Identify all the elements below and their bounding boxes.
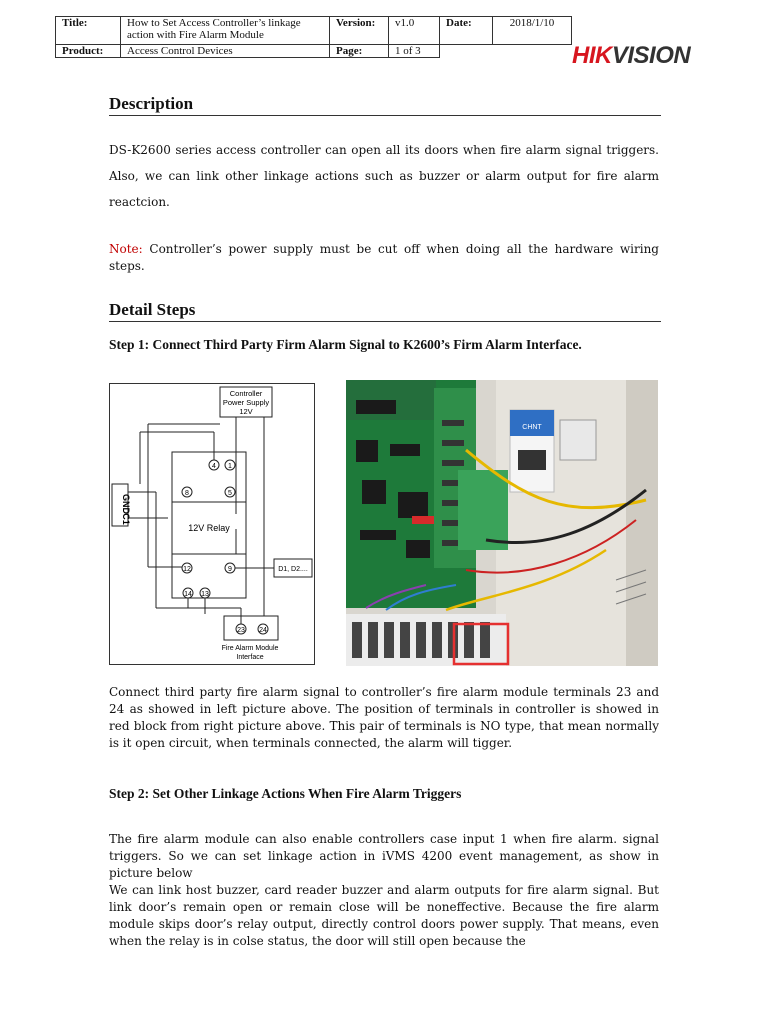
description-body: DS-K2600 series access controller can open all its doors when fire alarm signal triggers. Also, we can link other linkage actions such as buzzer or alarm output for fire alarm reactcion. (109, 143, 659, 209)
detail-steps-heading: Detail Steps (109, 300, 661, 322)
module-label-line1: Fire Alarm Module (221, 645, 279, 652)
page-value: 1 of 3 (389, 45, 440, 58)
date-label: Date: (440, 17, 493, 45)
description-heading: Description (109, 94, 661, 116)
title-value: How to Set Access Controller’s linkage action with Fire Alarm Module (121, 17, 330, 45)
date-value: 2018/1/10 (493, 17, 572, 45)
breaker-brand: CHNT (522, 424, 542, 431)
doors-label: D1, D2.... (278, 566, 308, 573)
terminal-9: 9 (228, 566, 232, 573)
controller-photo (346, 380, 658, 666)
page-label: Page: (330, 45, 389, 58)
product-label: Product: (56, 45, 121, 58)
terminal-1: 1 (228, 463, 232, 470)
power-supply-line2: Power Supply (222, 398, 270, 407)
wiring-diagram (109, 383, 315, 665)
module-label-line2: Interface (236, 654, 264, 661)
power-supply-line1: Controller (229, 389, 263, 398)
step1-title: Step 1: Connect Third Party Firm Alarm Signal to K2600’s Firm Alarm Interface. (109, 337, 582, 352)
relay-label: 12V Relay (188, 523, 230, 533)
logo-part-hik: HIK (572, 42, 612, 69)
terminal-8: 8 (185, 490, 189, 497)
step2-body-1: The fire alarm module can also enable controllers case input 1 when fire alarm. signal triggers. So we can set linkage action in iVMS 4200 event management, as show in picture below (109, 832, 659, 880)
note-label: Note: (109, 242, 143, 256)
step2-title: Step 2: Set Other Linkage Actions When Fire Alarm Triggers (109, 786, 462, 801)
terminal-14: 14 (184, 591, 192, 598)
c1-label: C1 (121, 513, 131, 525)
step2-body-2: We can link host buzzer, card reader buzzer and alarm outputs for fire alarm signal. But link door’s remain open or remain close will be noneffective. Because the fire alarm module skips door’s relay output, directly control doors power supply. That means, even when the relay is in colse status, the door will still open because the (109, 883, 659, 948)
version-label: Version: (330, 17, 389, 45)
note-text: Controller’s power supply must be cut off when doing all the hardware wiring steps. (109, 242, 659, 273)
terminal-13: 13 (201, 591, 209, 598)
gnd-label: GND (121, 494, 131, 514)
terminal-23: 23 (237, 627, 245, 634)
terminal-5: 5 (228, 490, 232, 497)
terminal-12: 12 (183, 566, 191, 573)
step1-body: Connect third party fire alarm signal to controller’s fire alarm module terminals 23 and 24 as showed in left picture above. The position of terminals in controller is showed in red block from right picture above. This pair of terminals is NO type, that mean normally is it open circuit, when terminals connected, the alarm will tigger. (109, 685, 659, 750)
logo-part-vision: VISION (611, 42, 691, 69)
power-supply-line3: 12V (239, 407, 253, 416)
terminal-24: 24 (259, 627, 267, 634)
title-label: Title: (56, 17, 121, 45)
terminal-4: 4 (212, 463, 216, 470)
document-header-table (55, 16, 572, 58)
note-paragraph (109, 241, 659, 275)
version-value: v1.0 (389, 17, 440, 45)
product-value: Access Control Devices (121, 45, 330, 58)
hikvision-logo (572, 42, 690, 70)
